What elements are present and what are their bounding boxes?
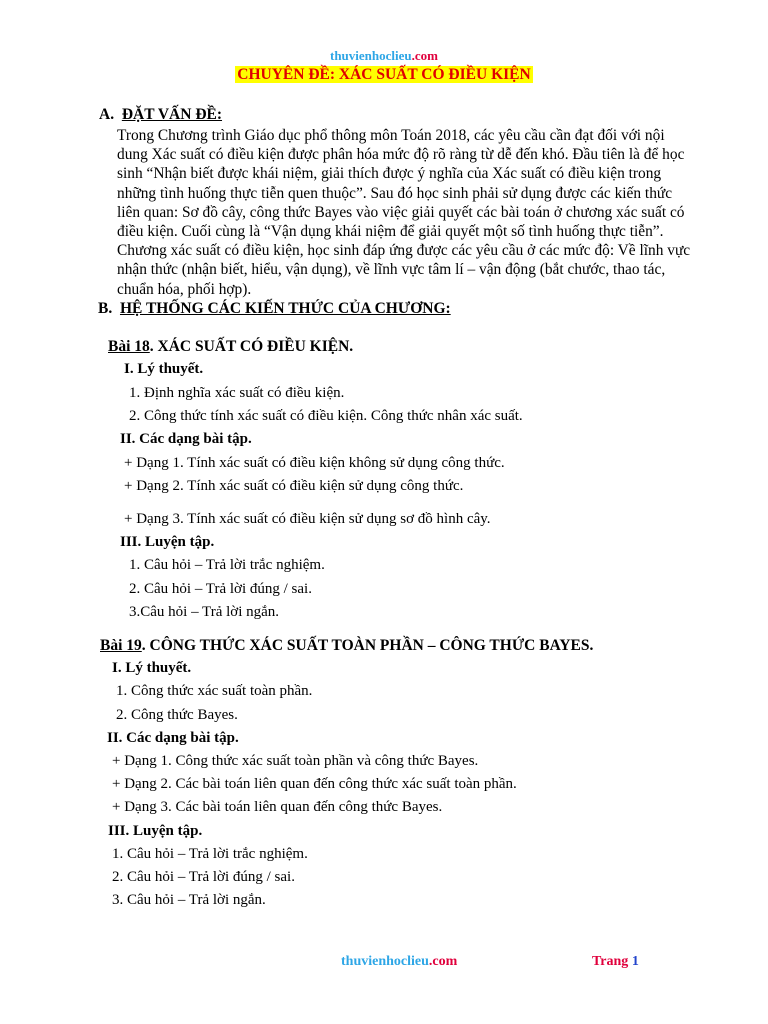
lesson-18-heading: Bài 18. XÁC SUẤT CÓ ĐIỀU KIỆN. bbox=[108, 338, 354, 355]
lesson-19-types-heading: II. Các dạng bài tập. bbox=[107, 730, 239, 746]
lesson-18-practice-item: 2. Câu hỏi – Trả lời đúng / sai. bbox=[129, 581, 312, 597]
page-number: Trang 1 bbox=[592, 954, 639, 969]
paragraph-line: dung Xác suất có điều kiện được phân hóa mức độ rõ ràng từ dễ đến khó. Đầu tiên là để học bbox=[117, 146, 685, 164]
site-domain: .com bbox=[411, 48, 438, 63]
lesson-19-practice-item: 1. Câu hỏi – Trả lời trắc nghiệm. bbox=[112, 846, 308, 862]
site-domain: .com bbox=[428, 954, 458, 969]
header-site-link[interactable] bbox=[0, 48, 768, 64]
paragraph-line: những tình huống thực tiễn quen thuộc”. Sau đó học sinh phải sử dụng được các kiến thức bbox=[117, 184, 673, 202]
lesson-18-theory-heading: I. Lý thuyết. bbox=[124, 361, 204, 377]
section-b-heading: B. HỆ THỐNG CÁC KIẾN THỨC CỦA CHƯƠNG: bbox=[98, 300, 451, 317]
section-a-paragraph bbox=[117, 126, 757, 299]
lesson-19-theory-item: 1. Công thức xác suất toàn phần. bbox=[116, 683, 313, 699]
site-name: thuvienhoclieu bbox=[330, 48, 412, 63]
lesson-18-practice-item: 1. Câu hỏi – Trả lời trắc nghiệm. bbox=[129, 557, 325, 573]
lesson-19-practice-item: 3. Câu hỏi – Trả lời ngắn. bbox=[112, 892, 266, 908]
lesson-19-heading: Bài 19. CÔNG THỨC XÁC SUẤT TOÀN PHẦN – CÔNG THỨC BAYES. bbox=[100, 637, 594, 654]
lesson-19-practice-heading: III. Luyện tập. bbox=[108, 823, 203, 839]
lesson-18-practice-item: 3.Câu hỏi – Trả lời ngắn. bbox=[129, 604, 280, 620]
paragraph-line: Chương xác suất có điều kiện, học sinh đáp ứng được các yêu cầu ở các mức độ: Về lĩnh vực bbox=[117, 242, 691, 260]
lesson-18-practice-heading: III. Luyện tập. bbox=[120, 534, 215, 550]
lesson-19-type-item: + Dạng 2. Các bài toán liên quan đến công thức xác suất toàn phần. bbox=[112, 776, 517, 792]
document-title: CHUYÊN ĐỀ: XÁC SUẤT CÓ ĐIỀU KIỆN bbox=[237, 66, 531, 83]
paragraph-line: Trong Chương trình Giáo dục phổ thông môn Toán 2018, các yêu cầu cần đạt đối với nội bbox=[117, 127, 665, 144]
lesson-18-type-item: + Dạng 3. Tính xác suất có điều kiện sử dụng sơ đồ hình cây. bbox=[124, 511, 491, 527]
lesson-18-type-item: + Dạng 1. Tính xác suất có điều kiện không sử dụng công thức. bbox=[124, 455, 505, 471]
site-name: thuvienhoclieu bbox=[341, 954, 429, 969]
lesson-19-type-item: + Dạng 3. Các bài toán liên quan đến công thức Bayes. bbox=[112, 799, 443, 815]
paragraph-line: điều kiện. Cuối cùng là “Vận dụng khái niệm để giải quyết một số tình huống thực tiễn”. bbox=[117, 223, 664, 241]
lesson-18-theory-item: 1. Định nghĩa xác suất có điều kiện. bbox=[129, 385, 345, 401]
paragraph-line: chuẩn hóa, phối hợp). bbox=[117, 280, 252, 298]
section-a-heading: A. ĐẶT VẤN ĐỀ: bbox=[99, 106, 223, 123]
paragraph-line: nhận thức (nhận biết, hiểu, vận dụng), về lĩnh vực tâm lí – vận động (bắt chước, thao tác, bbox=[117, 261, 666, 279]
lesson-18-types-heading: II. Các dạng bài tập. bbox=[120, 431, 252, 447]
lesson-18-type-item: + Dạng 2. Tính xác suất có điều kiện sử dụng công thức. bbox=[124, 478, 464, 494]
lesson-19-type-item: + Dạng 1. Công thức xác suất toàn phần và công thức Bayes. bbox=[112, 753, 479, 769]
lesson-18-theory-item: 2. Công thức tính xác suất có điều kiện. Công thức nhân xác suất. bbox=[129, 408, 523, 424]
lesson-19-theory-item: 2. Công thức Bayes. bbox=[116, 707, 238, 723]
lesson-19-theory-heading: I. Lý thuyết. bbox=[112, 660, 192, 676]
paragraph-line: sinh “Nhận biết được khái niệm, giải thích được ý nghĩa của Xác suất có điều kiện trong bbox=[117, 165, 662, 183]
lesson-19-practice-item: 2. Câu hỏi – Trả lời đúng / sai. bbox=[112, 869, 295, 885]
paragraph-line: liên quan: Sơ đồ cây, công thức Bayes vào việc giải quyết các bài toán ở chương xác suất có bbox=[117, 203, 685, 221]
footer-site-link[interactable] bbox=[341, 954, 457, 970]
